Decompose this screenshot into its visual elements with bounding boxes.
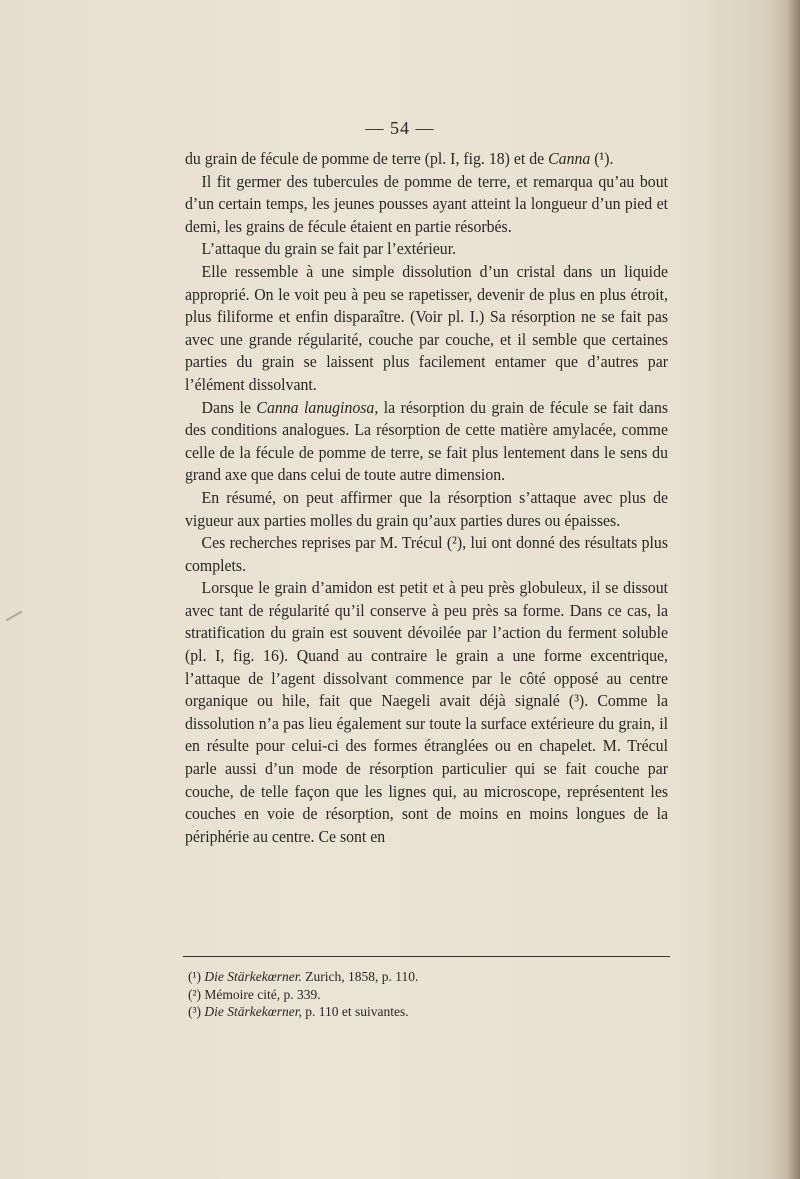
text-run: p. 110 et suivantes. <box>301 1004 409 1019</box>
paragraph <box>185 261 668 397</box>
paragraph <box>185 148 668 171</box>
text-run: (¹). <box>590 149 614 168</box>
text-run: Mémoire cité, p. 339. <box>204 986 321 1002</box>
footnote-mark: (³) <box>188 1004 205 1019</box>
footnote <box>188 968 418 986</box>
text-run: L’attaque du grain se fait par l’extérieur. <box>201 239 457 259</box>
text-run: Zurich, 1858, p. 110. <box>301 969 419 984</box>
page-edge <box>786 0 800 1179</box>
text-run: Elle ressemble à une simple dissolution d’un cristal dans un liquide approprié. On le voit peu à peu se rapetisser, devenir de plus en plus étroit, plus filiforme et enfin disparaître. (Voir pl. I.) Sa résorption ne se fait pas avec une grande régularité, couche par couche, et il semble que certaines parties du grain se laissent plus facilement entamer que d’autres par l’élément dissolvant. <box>185 261 668 394</box>
text-run: En résumé, on peut affirmer que la résorption s’attaque avec plus de vigueur aux parties molles du grain qu’aux parties dures ou épaisses. <box>185 487 668 530</box>
footnote <box>188 986 418 1004</box>
paragraph <box>185 577 668 848</box>
paragraph <box>185 397 668 487</box>
footnote <box>188 1003 418 1021</box>
page-number: — 54 — <box>365 118 435 138</box>
footnotes <box>188 968 418 1021</box>
footnote-rule <box>183 956 670 957</box>
body-text <box>185 148 668 848</box>
italic-text: Die Stärkekœrner. <box>204 969 302 984</box>
paragraph <box>185 238 668 261</box>
text-run: Il fit germer des tubercules de pomme de terre, et remarqua qu’au bout d’un certain temps, les jeunes pousses ayant atteint la longueur d’un pied et demi, les grains de fécule étaient en partie résorbés. <box>185 171 668 236</box>
text-run: Dans le <box>201 397 257 417</box>
italic-text: Die Stärkekœrner, <box>204 1004 302 1019</box>
footnote-mark: (²) <box>188 986 205 1002</box>
footnote-mark: (¹) <box>188 969 205 984</box>
paragraph <box>185 487 668 532</box>
text-run: Lorsque le grain d’amidon est petit et à peu près globuleux, il se dissout avec tant de régularité qu’il conserve à peu près sa forme. Dans ce cas, la stratification du grain est souvent dévoilée par l’action du ferment soluble (pl. I, fig. 16). Quand au contraire le grain a une forme excentrique, l’attaque de l’agent dissolvant commence par le côté opposé au centre organique ou hile, fait que Naegeli avait déjà signalé (³). Comme la dissolution n’a pas lieu également sur toute la surface extérieure du grain, il en résulte pour celui-ci des formes étranglées ou en chapelet. M. Trécul parle aussi d’un mode de résorption particulier qui se fait couche par couche, de telle façon que les lignes qui, au microscope, représentent les couches en voie de résorption, sont de moins en moins longues de la périphérie au centre. Ce sont en <box>185 578 668 846</box>
paragraph <box>185 532 668 577</box>
text-run: Ces recherches reprises par M. Trécul (²), lui ont donné des résultats plus complets. <box>185 533 668 575</box>
text-run: du grain de fécule de pomme de terre (pl. I, fig. 18) et de <box>185 149 549 168</box>
paragraph <box>185 171 668 239</box>
italic-text: Canna <box>548 149 591 168</box>
text-run: la résorption du grain de fécule se fait dans des conditions analogues. La résorption de cette matière amylacée, comme celle de la fécule de pomme de terre, se fait plus lentement dans le sens du grand axe que dans celui de toute autre dimension. <box>185 397 669 485</box>
italic-text: Canna lanuginosa, <box>256 397 379 417</box>
